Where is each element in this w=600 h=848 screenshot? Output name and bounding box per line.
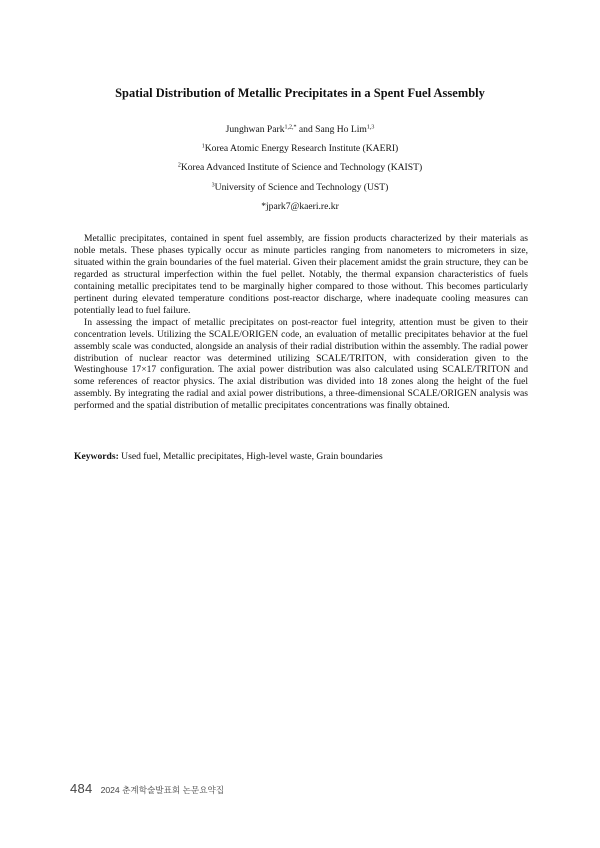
affiliation-marker: 2 [177,162,181,169]
author-line [0,120,600,139]
keywords-list: Used fuel, Metallic precipitates, High-level waste, Grain boundaries [118,451,383,462]
affiliation-marker: 1 [201,143,205,150]
abstract-paragraph-1: Metallic precipitates, contained in spent fuel assembly, are fission products characterized by their materials as noble metals. These phases typically occur as minute particles ranging from nanometers to micrometers in size, situated within the grain boundaries of the fuel material. Given their placement amidst the grain structure, they can be regarded as structural imperfection within the fuel pellet. Notably, the thermal expansion characteristics of fuels containing metallic precipitates tend to be marginally higher compared to those without. This becomes particularly pertinent during elevated temperature conditions post-reactor discharge, where inadequate cooling measures can potentially lead to fuel failure. [74,233,528,316]
paper-title: Spatial Distribution of Metallic Precipitates in a Spent Fuel Assembly [115,86,485,100]
author-name-1: Junghwan Park [225,124,285,135]
author-block [0,120,600,216]
affiliation-text: Korea Atomic Energy Research Institute (KAERI) [204,143,399,155]
proceedings-name: 2024 춘계학술발표회 논문요약집 [100,785,225,795]
author-conjunction: and [296,124,316,135]
affiliation-text: Korea Advanced Institute of Science and Technology (KAIST) [180,162,423,174]
affiliation-marker: 3 [211,182,215,189]
author-1-affiliation-marks: 1,2,* [284,124,297,131]
affiliation-2 [0,158,600,177]
keywords-label: Keywords: [74,451,119,462]
page-footer [70,780,224,798]
affiliation-text: University of Science and Technology (UST) [214,181,389,193]
affiliation-1 [0,139,600,158]
corresponding-email: *jpark7@kaeri.re.kr [261,200,339,212]
abstract-paragraph-2: In assessing the impact of metallic precipitates on post-reactor fuel integrity, attention must be given to their concentration levels. Utilizing the SCALE/ORIGEN code, an evaluation of metallic precipitates behavior at the fuel assembly scale was conducted, alongside an analysis of their radial distribution within the assembly. The radial power distribution of nuclear reactor was determined utilizing SCALE/TRITON, with consideration given to the Westinghouse 17×17 configuration. The axial power distribution was also calculated using SCALE/TRITON and some references of reactor physics. The axial distribution was divided into 18 zones along the height of the fuel assembly. By integrating the radial and axial power distributions, a three-dimensional SCALE/ORIGEN analysis was performed and the spatial distribution of metallic precipitates concentrations was finally obtained. [74,316,528,412]
abstract-body [74,233,528,412]
keywords-line [74,451,528,462]
author-2-affiliation-marks: 1,3 [366,124,375,131]
affiliation-3 [0,178,600,197]
author-name-2: Sang Ho Lim [315,124,367,135]
page-number: 484 [70,781,93,796]
